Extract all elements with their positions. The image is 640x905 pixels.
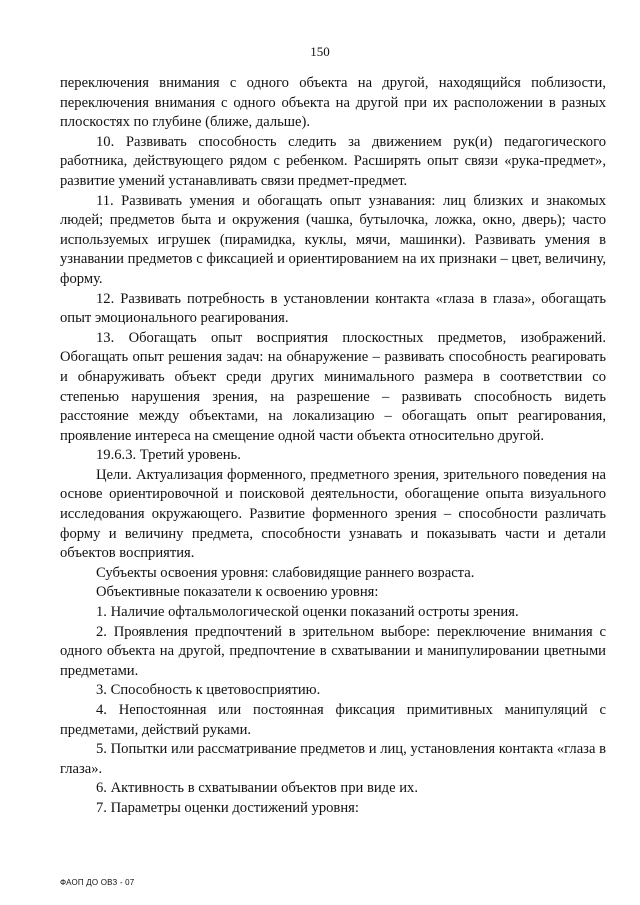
paragraph: Цели. Актуализация форменного, предметного зрения, зрительного поведения на основе ориентировочной и поисковой деятельности, обогащение опыта визуального исследования окружающего. Развитие форменного зрения – способности различать форму и величину предмета, способности узнавать и показывать части и детали объектов восприятия.: [60, 466, 606, 562]
paragraph: 12. Развивать потребность в установлении контакта «глаза в глаза», обогащать опыт эмоционального реагирования.: [60, 290, 606, 327]
page-footer: ФАОП ДО ОВЗ - 07: [60, 878, 135, 887]
document-body: [60, 74, 606, 819]
page-number: 150: [310, 44, 330, 59]
paragraph: Объективные показатели к освоению уровня:: [96, 584, 379, 601]
paragraph: Субъекты освоения уровня: слабовидящие раннего возраста.: [96, 564, 475, 581]
list-item: 5. Попытки или рассматривание предметов и лиц, установления контакта «глаза в глаза».: [60, 741, 606, 777]
list-item: 2. Проявления предпочтений в зрительном выборе: переключение внимания с одного объекта на другой, предпочтение в схватывании и манипулировании цветными предметами.: [60, 623, 606, 679]
section-heading: 19.6.3. Третий уровень.: [96, 447, 241, 464]
paragraph: 10. Развивать способность следить за движением рук(и) педагогического работника, действующего рядом с ребенком. Расширять опыт связи «рука-предмет», развитие умений устанавливать связи предмет-предмет.: [60, 133, 606, 189]
list-item: 6. Активность в схватывании объектов при виде их.: [96, 780, 418, 797]
paragraph: 11. Развивать умения и обогащать опыт узнавания: лиц близких и знакомых людей; предметов быта и окружения (чашка, бутылочка, ложка, окно, дверь); часто используемых игрушек (пирамидка, куклы, мячи, машинки). Развивать умения в узнавании предметов с фиксацией и ориентированием на их признаки – цвет, величину, форму.: [60, 192, 606, 287]
list-item: 1. Наличие офтальмологической оценки показаний остроты зрения.: [96, 604, 519, 621]
list-item: 4. Непостоянная или постоянная фиксация примитивных манипуляций с предметами, действий руками.: [60, 702, 606, 738]
list-item: 7. Параметры оценки достижений уровня:: [96, 799, 359, 816]
paragraph: 13. Обогащать опыт восприятия плоскостных предметов, изображений. Обогащать опыт решения задач: на обнаружение – развивать способность реагировать и обнаруживать объект среди других минимального размера в соответствии со степенью нарушения зрения, на разрешение – развивать способность видеть расстояние между объектами, на локализацию – обогащать опыт реагирования, проявление интереса на смещение одной части объекта относительно другой.: [60, 329, 606, 444]
list-item: 3. Способность к цветовосприятию.: [96, 682, 321, 699]
paragraph: переключения внимания с одного объекта на другой, находящийся поблизости, переключения внимания с одного объекта на другой при их расположении в разных плоскостях по глубине (ближе, дальше).: [60, 75, 606, 131]
